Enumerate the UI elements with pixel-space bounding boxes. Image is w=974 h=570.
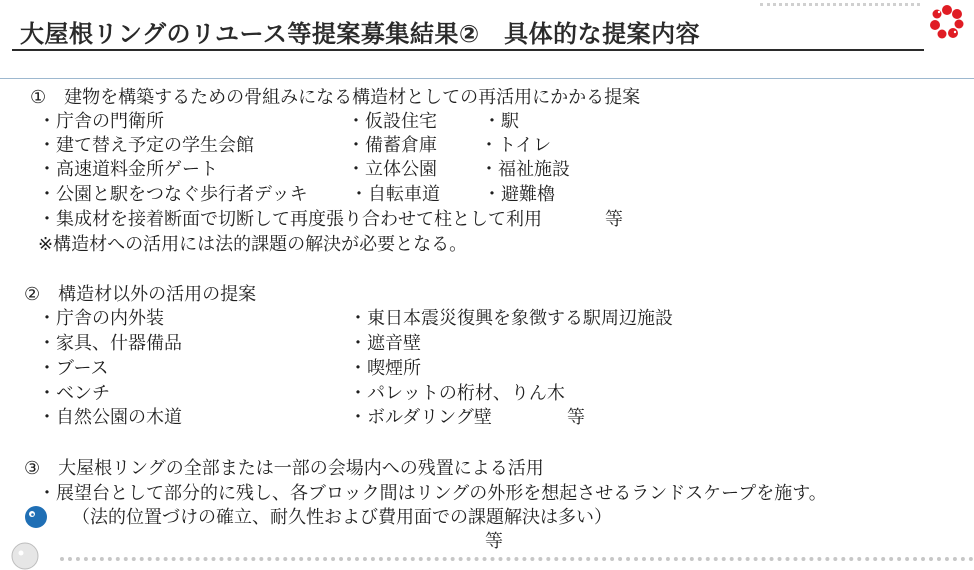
top-dotted-decoration — [760, 3, 920, 6]
list-item: ・集成材を接着断面で切断して再度張り合わせて柱として利用 — [38, 209, 542, 230]
list-item: ・庁舎の門衛所 — [38, 111, 164, 132]
list-item: ・高速道料金所ゲート — [38, 159, 218, 180]
list-item: ・公園と駅をつなぐ歩行者デッキ — [38, 184, 308, 205]
list-item: ・自転車道 — [350, 184, 440, 205]
list-item: ・庁舎の内外装 — [38, 308, 164, 329]
list-item: ・駅 — [483, 111, 519, 132]
mascot-icon — [24, 505, 48, 529]
section-3-heading: ③ 大屋根リングの全部または一部の会場内への残置による活用 — [24, 458, 544, 479]
expo-logo-icon — [927, 2, 967, 40]
list-item: ・自然公園の木道 — [38, 407, 182, 428]
section-2-heading: ② 構造材以外の活用の提案 — [24, 284, 257, 305]
list-item: ・ブース — [38, 358, 109, 379]
list-item: ・ボルダリング壁 — [349, 407, 492, 428]
list-item: ・遮音壁 — [349, 333, 421, 354]
list-item: ・建て替え予定の学生会館 — [38, 135, 254, 156]
mascot-icon — [11, 542, 39, 570]
list-item: ・喫煙所 — [349, 358, 421, 379]
etc-mark: 等 — [567, 407, 585, 428]
section-1-note: ※構造材への活用には法的課題の解決が必要となる。 — [38, 234, 468, 255]
etc-mark: 等 — [485, 531, 503, 552]
list-item: ・パレットの桁材、りん木 — [349, 383, 565, 404]
list-item: ・備蓄倉庫 — [347, 135, 437, 156]
list-item: ・家具、什器備品 — [38, 333, 182, 354]
etc-mark: 等 — [605, 209, 623, 230]
header-rule — [0, 78, 974, 79]
list-item: ・立体公園 — [347, 159, 437, 180]
list-item: ・東日本震災復興を象徴する駅周辺施設 — [349, 308, 673, 329]
list-item: ・トイレ — [480, 135, 552, 156]
mascot-icon — [0, 517, 4, 535]
list-item: ・避難櫓 — [483, 184, 555, 205]
list-item: ・福祉施設 — [480, 159, 570, 180]
page-title: 大屋根リングのリユース等提案募集結果② 具体的な提案内容 — [20, 20, 701, 48]
title-underline — [12, 49, 924, 51]
bottom-dotted-decoration — [60, 557, 974, 561]
section-1-heading: ① 建物を構築するための骨組みになる構造材としての再活用にかかる提案 — [30, 87, 641, 108]
list-item: ・展望台として部分的に残し、各ブロック間はリングの外形を想起させるランドスケープを施す。 — [38, 483, 827, 504]
section-3-note: （法的位置づけの確立、耐久性および費用面での課題解決は多い） — [72, 507, 612, 528]
list-item: ・ベンチ — [38, 383, 110, 404]
list-item: ・仮設住宅 — [347, 111, 437, 132]
